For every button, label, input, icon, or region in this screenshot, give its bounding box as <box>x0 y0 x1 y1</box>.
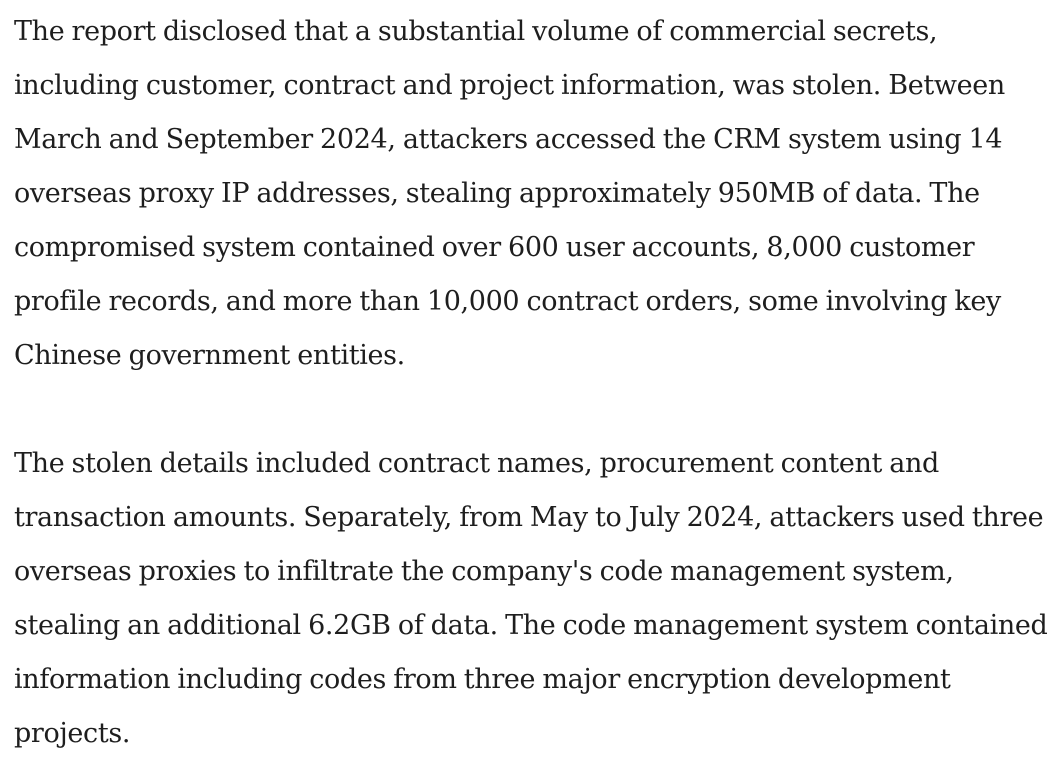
paragraph-1 <box>14 5 1054 383</box>
paragraph-line: overseas proxies to infiltrate the company's code management system, <box>14 556 954 587</box>
paragraph-line: The report disclosed that a substantial volume of commercial secrets, <box>14 16 938 47</box>
article-body <box>14 5 1054 761</box>
paragraph-line: compromised system contained over 600 user accounts, 8,000 customer <box>14 232 975 263</box>
paragraph-line: The stolen details included contract names, procurement content and <box>14 448 939 479</box>
paragraph-line: projects. <box>14 718 131 749</box>
paragraph-line: stealing an additional 6.2GB of data. The code management system contained <box>14 610 1048 641</box>
paragraph-line: including customer, contract and project information, was stolen. Between <box>14 70 1005 101</box>
paragraph-line: overseas proxy IP addresses, stealing approximately 950MB of data. The <box>14 178 980 209</box>
paragraph-line: Chinese government entities. <box>14 340 405 371</box>
paragraph-line: March and September 2024, attackers accessed the CRM system using 14 <box>14 124 1003 155</box>
paragraph-line: profile records, and more than 10,000 contract orders, some involving key <box>14 286 1001 317</box>
paragraph-line: information including codes from three major encryption development <box>14 664 951 695</box>
paragraph-2 <box>14 437 1054 761</box>
paragraph-line: transaction amounts. Separately, from May to July 2024, attackers used three <box>14 502 1044 533</box>
